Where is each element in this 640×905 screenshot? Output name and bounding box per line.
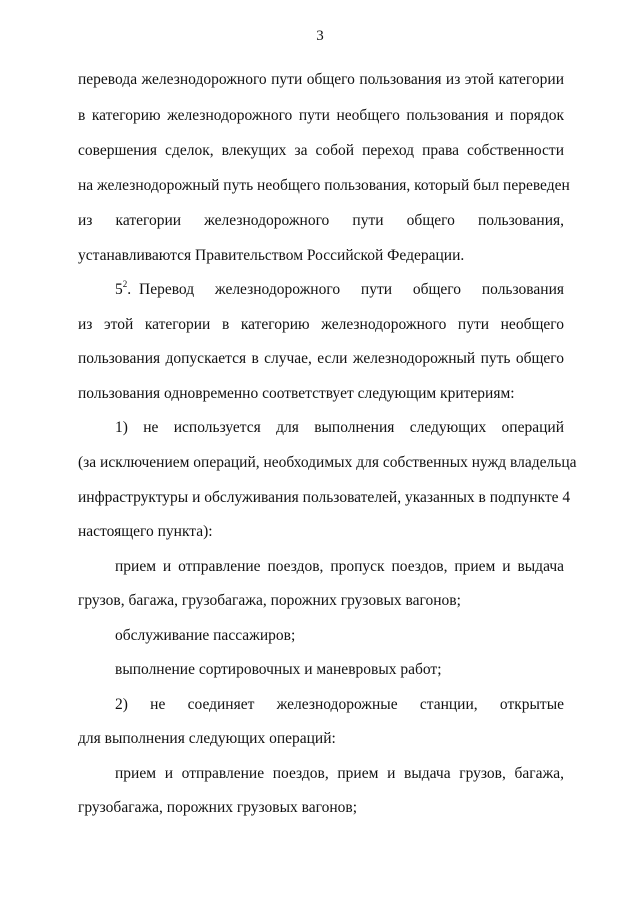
text-line: из категории железнодорожного пути общего пользования, <box>78 212 564 229</box>
text-line: Перевод железнодорожного пути общего пользования <box>139 281 564 298</box>
paragraph-number: $5^2$. <box>115 278 132 298</box>
text-line: грузов, багажа, грузобагажа, порожних грузовых вагонов; <box>78 592 461 609</box>
text-line: перевода железнодорожного пути общего пользования из этой категории <box>78 71 564 88</box>
text-line: из этой категории в категорию железнодорожного пути необщего <box>78 316 564 333</box>
text-line: совершения сделок, влекущих за собой переход права собственности <box>78 142 564 159</box>
text-line: для выполнения следующих операций: <box>78 730 336 747</box>
text-line: пользования одновременно соответствует следующим критериям: <box>78 385 515 402</box>
text-line: пользования допускается в случае, если железнодорожный путь общего <box>78 350 564 367</box>
text-line: на железнодорожный путь необщего пользования, который был переведен <box>78 177 570 194</box>
text-line: инфраструктуры и обслуживания пользователей, указанных в подпункте 4 <box>78 489 571 506</box>
text-line: 1) не используется для выполнения следующих операций <box>115 419 564 436</box>
page-number: 3 <box>316 28 324 44</box>
text-line: настоящего пункта): <box>78 523 213 540</box>
text-line: (за исключением операций, необходимых для собственных нужд владельца <box>78 454 577 471</box>
text-line: устанавливаются Правительством Российской Федерации. <box>78 247 465 264</box>
text-line: прием и отправление поездов, прием и выдача грузов, багажа, <box>115 765 564 782</box>
text-line: в категорию железнодорожного пути необщего пользования и порядок <box>78 107 564 124</box>
text-line: 2) не соединяет железнодорожные станции, открытые <box>115 696 564 713</box>
text-line: выполнение сортировочных и маневровых работ; <box>115 661 442 678</box>
text-line: прием и отправление поездов, пропуск поездов, прием и выдача <box>115 558 564 575</box>
text-line: грузобагажа, порожних грузовых вагонов; <box>78 799 358 816</box>
text-line: обслуживание пассажиров; <box>115 627 296 644</box>
